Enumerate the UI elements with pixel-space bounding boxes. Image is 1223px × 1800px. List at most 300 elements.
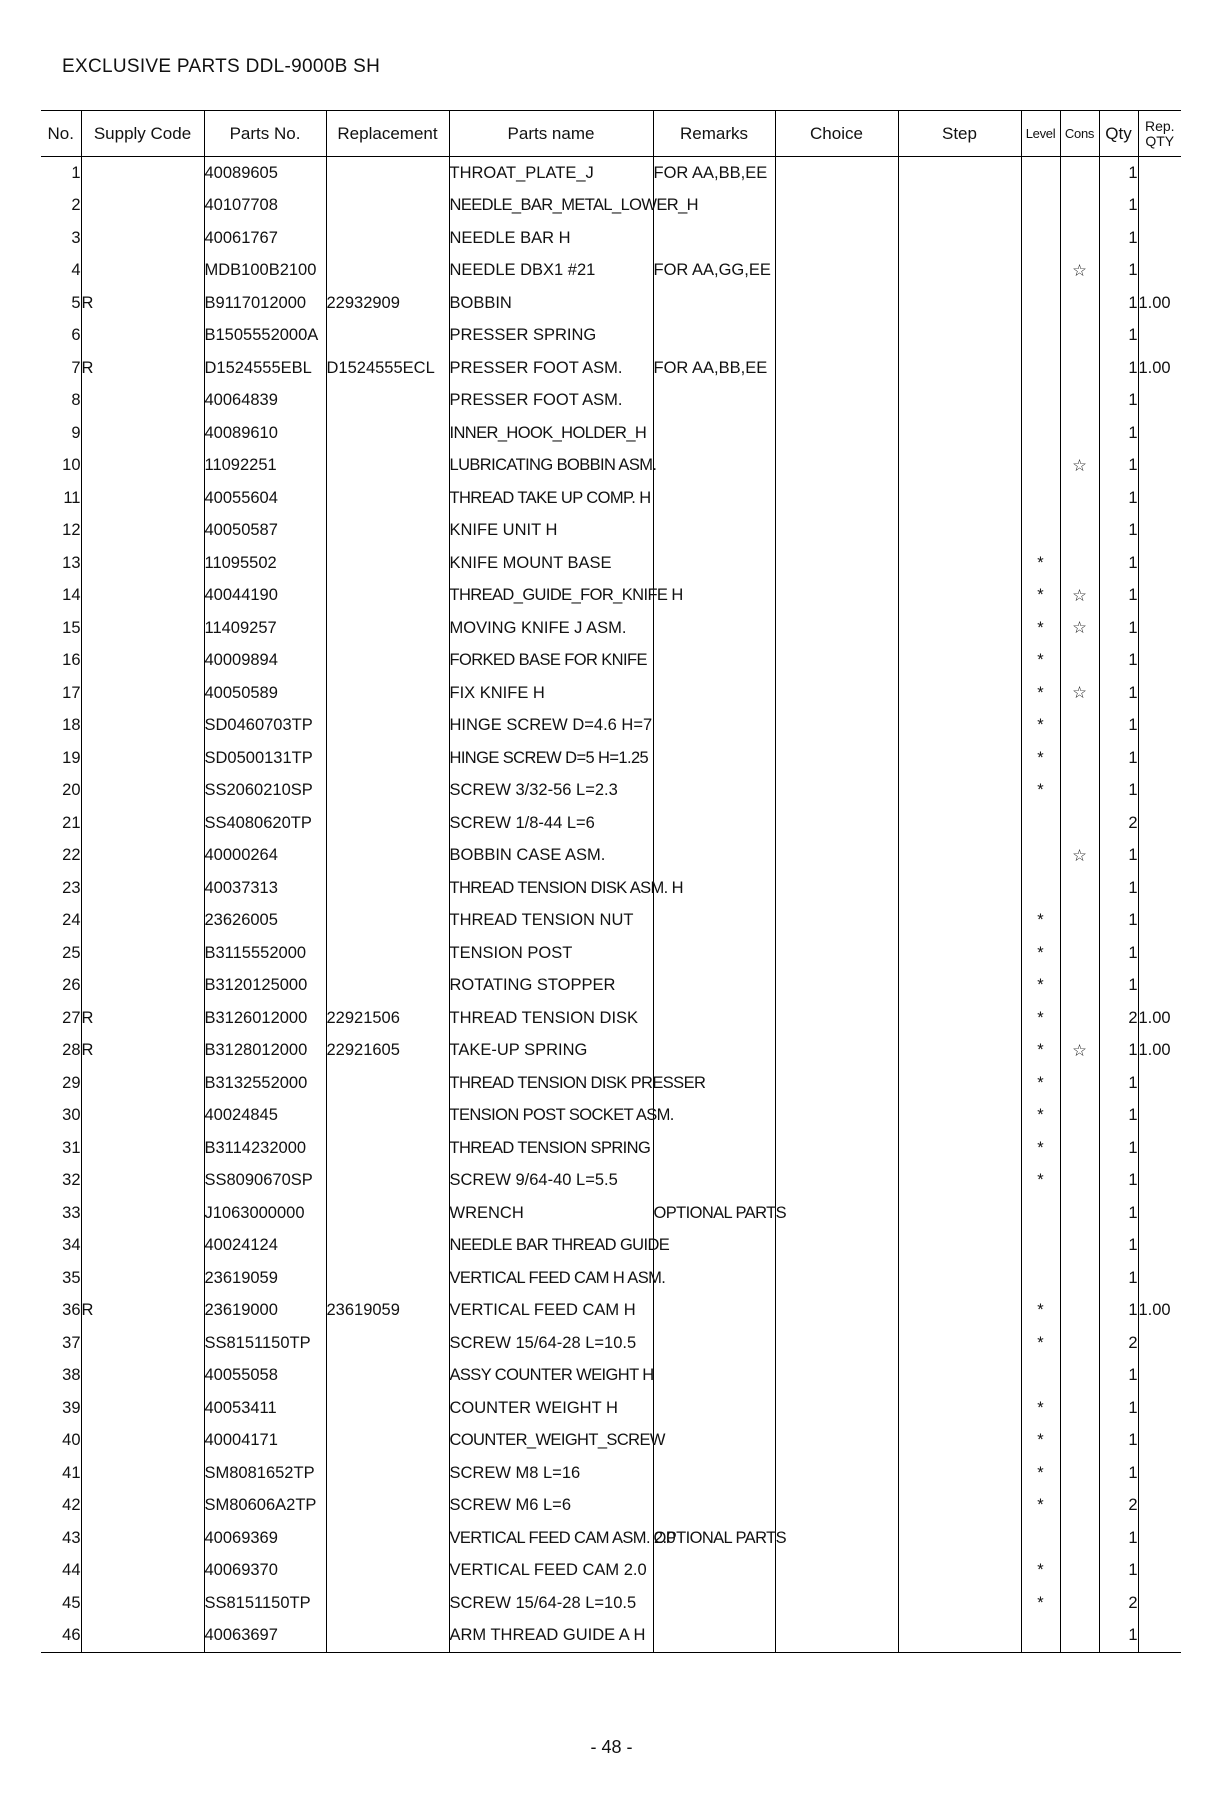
cell-level: * <box>1021 612 1060 645</box>
cell-level <box>1021 417 1060 450</box>
cell-parts-name: INNER_HOOK_HOLDER_H <box>449 417 653 450</box>
cell-rep-qty <box>1138 1490 1181 1523</box>
cell-parts-no: 40004171 <box>204 1425 326 1458</box>
cell-cons: ☆ <box>1060 450 1099 483</box>
cell-rep-qty <box>1138 1555 1181 1588</box>
cell-choice <box>775 1295 898 1328</box>
cell-level: * <box>1021 1425 1060 1458</box>
cell-remarks <box>653 222 775 255</box>
cell-qty: 1 <box>1099 937 1138 970</box>
cell-parts-no: 40037313 <box>204 872 326 905</box>
cell-level <box>1021 872 1060 905</box>
cell-cons <box>1060 515 1099 548</box>
cell-remarks <box>653 1360 775 1393</box>
cell-cons <box>1060 1392 1099 1425</box>
cell-parts-no: 40000264 <box>204 840 326 873</box>
cell-no: 14 <box>41 580 81 613</box>
table-row <box>41 1165 1181 1198</box>
cell-cons <box>1060 1425 1099 1458</box>
cell-replacement <box>326 255 449 288</box>
cell-step <box>898 807 1021 840</box>
cell-parts-name: TENSION POST SOCKET ASM. <box>449 1100 653 1133</box>
header-row <box>41 111 1181 157</box>
cell-level <box>1021 385 1060 418</box>
cell-rep-qty <box>1138 580 1181 613</box>
table-row <box>41 417 1181 450</box>
cell-level: * <box>1021 1392 1060 1425</box>
cell-parts-no: 40089605 <box>204 157 326 190</box>
cell-parts-name: THREAD_GUIDE_FOR_KNIFE H <box>449 580 653 613</box>
header-rep-qty <box>1138 111 1181 157</box>
cell-parts-no: 23619000 <box>204 1295 326 1328</box>
cell-level: * <box>1021 1295 1060 1328</box>
cell-parts-name: THREAD TENSION NUT <box>449 905 653 938</box>
table-row <box>41 1392 1181 1425</box>
cell-no: 17 <box>41 677 81 710</box>
cell-replacement <box>326 872 449 905</box>
cell-parts-name: THREAD TENSION DISK PRESSER <box>449 1067 653 1100</box>
cell-rep-qty <box>1138 1262 1181 1295</box>
cell-replacement <box>326 515 449 548</box>
cell-rep-qty <box>1138 515 1181 548</box>
cell-choice <box>775 1197 898 1230</box>
cell-replacement: 22921506 <box>326 1002 449 1035</box>
cell-choice <box>775 1035 898 1068</box>
table-row <box>41 645 1181 678</box>
cell-rep-qty <box>1138 872 1181 905</box>
cell-cons <box>1060 1132 1099 1165</box>
table-row <box>41 970 1181 1003</box>
table-row <box>41 937 1181 970</box>
cell-remarks <box>653 1425 775 1458</box>
cell-replacement <box>326 1360 449 1393</box>
cell-qty: 1 <box>1099 287 1138 320</box>
cell-no: 10 <box>41 450 81 483</box>
cell-parts-name: PRESSER SPRING <box>449 320 653 353</box>
cell-qty: 1 <box>1099 1457 1138 1490</box>
cell-rep-qty <box>1138 385 1181 418</box>
cell-cons <box>1060 970 1099 1003</box>
cell-step <box>898 1522 1021 1555</box>
cell-level <box>1021 320 1060 353</box>
cell-supply-code <box>81 222 204 255</box>
cell-replacement <box>326 1490 449 1523</box>
cell-remarks <box>653 1295 775 1328</box>
cell-rep-qty <box>1138 450 1181 483</box>
cell-choice <box>775 1620 898 1653</box>
cell-supply-code <box>81 1230 204 1263</box>
cell-no: 21 <box>41 807 81 840</box>
cell-step <box>898 1165 1021 1198</box>
cell-replacement <box>326 970 449 1003</box>
cell-parts-name: SCREW 15/64-28 L=10.5 <box>449 1587 653 1620</box>
cell-parts-no: 40024845 <box>204 1100 326 1133</box>
cell-no: 3 <box>41 222 81 255</box>
cell-no: 38 <box>41 1360 81 1393</box>
cell-level: * <box>1021 547 1060 580</box>
cell-remarks <box>653 547 775 580</box>
cell-supply-code <box>81 970 204 1003</box>
cell-level <box>1021 450 1060 483</box>
cell-replacement <box>326 1392 449 1425</box>
cell-level <box>1021 1230 1060 1263</box>
cell-qty: 2 <box>1099 1587 1138 1620</box>
cell-choice <box>775 742 898 775</box>
cell-supply-code <box>81 1100 204 1133</box>
cell-supply-code <box>81 1197 204 1230</box>
cell-step <box>898 775 1021 808</box>
cell-step <box>898 742 1021 775</box>
cell-parts-name: TAKE-UP SPRING <box>449 1035 653 1068</box>
cell-choice <box>775 970 898 1003</box>
cell-parts-no: 40024124 <box>204 1230 326 1263</box>
cell-no: 31 <box>41 1132 81 1165</box>
cell-qty: 1 <box>1099 710 1138 743</box>
cell-level <box>1021 287 1060 320</box>
cell-parts-no: MDB100B2100 <box>204 255 326 288</box>
cell-step <box>898 1295 1021 1328</box>
cell-remarks <box>653 970 775 1003</box>
table-row <box>41 255 1181 288</box>
cell-no: 41 <box>41 1457 81 1490</box>
cell-remarks <box>653 710 775 743</box>
cell-qty: 1 <box>1099 1230 1138 1263</box>
cell-no: 8 <box>41 385 81 418</box>
cell-parts-no: SS8090670SP <box>204 1165 326 1198</box>
cell-cons <box>1060 190 1099 223</box>
cell-no: 34 <box>41 1230 81 1263</box>
cell-qty: 1 <box>1099 482 1138 515</box>
cell-supply-code <box>81 612 204 645</box>
table-row <box>41 1035 1181 1068</box>
cell-rep-qty <box>1138 937 1181 970</box>
table-row <box>41 1262 1181 1295</box>
cell-no: 9 <box>41 417 81 450</box>
cell-choice <box>775 287 898 320</box>
cell-level <box>1021 1262 1060 1295</box>
table-row <box>41 1620 1181 1653</box>
cell-parts-no: 40063697 <box>204 1620 326 1653</box>
cell-qty: 1 <box>1099 157 1138 190</box>
cell-parts-name: BOBBIN <box>449 287 653 320</box>
cell-parts-name: THREAD TENSION SPRING <box>449 1132 653 1165</box>
cell-parts-name: COUNTER WEIGHT H <box>449 1392 653 1425</box>
cell-choice <box>775 645 898 678</box>
cell-parts-name: VERTICAL FEED CAM H ASM. <box>449 1262 653 1295</box>
cell-parts-name: LUBRICATING BOBBIN ASM. <box>449 450 653 483</box>
cell-parts-no: 40069370 <box>204 1555 326 1588</box>
cell-choice <box>775 320 898 353</box>
cell-cons: ☆ <box>1060 580 1099 613</box>
cell-remarks <box>653 742 775 775</box>
cell-supply-code <box>81 1587 204 1620</box>
cell-remarks <box>653 937 775 970</box>
cell-no: 7 <box>41 352 81 385</box>
cell-parts-name: VERTICAL FEED CAM 2.0 <box>449 1555 653 1588</box>
cell-replacement <box>326 1067 449 1100</box>
cell-qty: 1 <box>1099 580 1138 613</box>
cell-parts-no: 11092251 <box>204 450 326 483</box>
cell-cons <box>1060 417 1099 450</box>
cell-level: * <box>1021 1132 1060 1165</box>
cell-cons <box>1060 807 1099 840</box>
cell-no: 22 <box>41 840 81 873</box>
cell-rep-qty: 1.00 <box>1138 1035 1181 1068</box>
cell-parts-no: D1524555EBL <box>204 352 326 385</box>
cell-qty: 1 <box>1099 1035 1138 1068</box>
cell-cons <box>1060 385 1099 418</box>
cell-qty: 1 <box>1099 1132 1138 1165</box>
cell-qty: 1 <box>1099 1165 1138 1198</box>
cell-choice <box>775 1165 898 1198</box>
page-number: - 48 - <box>590 1737 633 1757</box>
cell-parts-no: SM8081652TP <box>204 1457 326 1490</box>
cell-rep-qty <box>1138 1230 1181 1263</box>
cell-qty: 1 <box>1099 1100 1138 1133</box>
cell-parts-no: B9117012000 <box>204 287 326 320</box>
cell-no: 42 <box>41 1490 81 1523</box>
cell-step <box>898 352 1021 385</box>
cell-cons: ☆ <box>1060 1035 1099 1068</box>
cell-step <box>898 385 1021 418</box>
cell-rep-qty <box>1138 1165 1181 1198</box>
cell-level: * <box>1021 1587 1060 1620</box>
cell-parts-name: SCREW M6 L=6 <box>449 1490 653 1523</box>
cell-parts-name: NEEDLE_BAR_METAL_LOWER_H <box>449 190 653 223</box>
table-row <box>41 1132 1181 1165</box>
cell-supply-code <box>81 1425 204 1458</box>
cell-parts-name: NEEDLE BAR H <box>449 222 653 255</box>
cell-no: 37 <box>41 1327 81 1360</box>
cell-rep-qty <box>1138 612 1181 645</box>
cell-supply-code <box>81 547 204 580</box>
cell-cons <box>1060 1457 1099 1490</box>
cell-remarks <box>653 1392 775 1425</box>
table-row <box>41 222 1181 255</box>
cell-parts-name: SCREW 9/64-40 L=5.5 <box>449 1165 653 1198</box>
cell-step <box>898 1425 1021 1458</box>
cell-parts-name: NEEDLE BAR THREAD GUIDE <box>449 1230 653 1263</box>
cell-supply-code <box>81 417 204 450</box>
cell-parts-no: 40069369 <box>204 1522 326 1555</box>
cell-remarks <box>653 1132 775 1165</box>
cell-cons <box>1060 1522 1099 1555</box>
cell-replacement <box>326 710 449 743</box>
page-title: EXCLUSIVE PARTS DDL-9000B SH <box>62 56 381 77</box>
header-parts-no: Parts No. <box>204 111 326 157</box>
cell-parts-no: SM80606A2TP <box>204 1490 326 1523</box>
cell-step <box>898 1490 1021 1523</box>
cell-cons <box>1060 287 1099 320</box>
header-supply-code: Supply Code <box>81 111 204 157</box>
cell-supply-code <box>81 1165 204 1198</box>
cell-no: 45 <box>41 1587 81 1620</box>
cell-cons <box>1060 710 1099 743</box>
cell-supply-code <box>81 1327 204 1360</box>
cell-no: 1 <box>41 157 81 190</box>
table-row <box>41 775 1181 808</box>
cell-parts-no: 11409257 <box>204 612 326 645</box>
cell-parts-name: SCREW M8 L=16 <box>449 1457 653 1490</box>
cell-replacement <box>326 1327 449 1360</box>
cell-choice <box>775 775 898 808</box>
header-rep-qty-line2: QTY <box>1145 132 1175 149</box>
cell-supply-code <box>81 1490 204 1523</box>
cell-qty: 1 <box>1099 742 1138 775</box>
cell-level: * <box>1021 1327 1060 1360</box>
cell-replacement <box>326 482 449 515</box>
cell-parts-name: PRESSER FOOT ASM. <box>449 352 653 385</box>
cell-parts-name: BOBBIN CASE ASM. <box>449 840 653 873</box>
cell-supply-code: R <box>81 352 204 385</box>
cell-remarks <box>653 1262 775 1295</box>
cell-cons <box>1060 905 1099 938</box>
cell-level: * <box>1021 1035 1060 1068</box>
cell-remarks <box>653 287 775 320</box>
cell-cons <box>1060 645 1099 678</box>
header-replacement: Replacement <box>326 111 449 157</box>
cell-rep-qty: 1.00 <box>1138 287 1181 320</box>
table-row <box>41 1555 1181 1588</box>
cell-no: 33 <box>41 1197 81 1230</box>
cell-level: * <box>1021 937 1060 970</box>
cell-remarks <box>653 1490 775 1523</box>
cell-parts-name: THROAT_PLATE_J <box>449 157 653 190</box>
cell-replacement <box>326 1262 449 1295</box>
cell-rep-qty <box>1138 1327 1181 1360</box>
cell-step <box>898 580 1021 613</box>
cell-qty: 1 <box>1099 547 1138 580</box>
cell-supply-code <box>81 1067 204 1100</box>
cell-cons: ☆ <box>1060 840 1099 873</box>
cell-step <box>898 547 1021 580</box>
cell-qty: 1 <box>1099 612 1138 645</box>
cell-step <box>898 677 1021 710</box>
cell-remarks <box>653 1555 775 1588</box>
table-row <box>41 580 1181 613</box>
cell-parts-name: MOVING KNIFE J ASM. <box>449 612 653 645</box>
cell-no: 16 <box>41 645 81 678</box>
cell-remarks <box>653 1002 775 1035</box>
cell-qty: 1 <box>1099 1392 1138 1425</box>
table-row <box>41 710 1181 743</box>
cell-remarks <box>653 807 775 840</box>
cell-replacement <box>326 937 449 970</box>
cell-no: 39 <box>41 1392 81 1425</box>
cell-replacement: 23619059 <box>326 1295 449 1328</box>
cell-supply-code <box>81 1360 204 1393</box>
cell-replacement <box>326 450 449 483</box>
cell-step <box>898 287 1021 320</box>
header-level: Level <box>1021 111 1060 157</box>
cell-choice <box>775 1425 898 1458</box>
table-row <box>41 1327 1181 1360</box>
cell-rep-qty <box>1138 190 1181 223</box>
cell-supply-code <box>81 482 204 515</box>
cell-qty: 2 <box>1099 1327 1138 1360</box>
cell-replacement <box>326 742 449 775</box>
cell-qty: 1 <box>1099 677 1138 710</box>
cell-choice <box>775 190 898 223</box>
cell-rep-qty <box>1138 1100 1181 1133</box>
cell-rep-qty <box>1138 775 1181 808</box>
cell-step <box>898 157 1021 190</box>
cell-rep-qty <box>1138 970 1181 1003</box>
cell-step <box>898 905 1021 938</box>
cell-supply-code <box>81 840 204 873</box>
cell-remarks <box>653 1457 775 1490</box>
cell-supply-code <box>81 1522 204 1555</box>
cell-supply-code <box>81 1392 204 1425</box>
cell-cons <box>1060 1100 1099 1133</box>
cell-qty: 1 <box>1099 222 1138 255</box>
cell-cons <box>1060 872 1099 905</box>
cell-cons <box>1060 320 1099 353</box>
cell-parts-name: TENSION POST <box>449 937 653 970</box>
cell-level: * <box>1021 1100 1060 1133</box>
cell-rep-qty <box>1138 1620 1181 1653</box>
cell-parts-no: 40064839 <box>204 385 326 418</box>
header-remarks: Remarks <box>653 111 775 157</box>
cell-remarks: FOR AA,BB,EE <box>653 157 775 190</box>
cell-replacement <box>326 1132 449 1165</box>
cell-parts-no: B3115552000 <box>204 937 326 970</box>
cell-remarks <box>653 905 775 938</box>
cell-qty: 1 <box>1099 255 1138 288</box>
cell-no: 46 <box>41 1620 81 1653</box>
table-row <box>41 1522 1181 1555</box>
cell-parts-name: ASSY COUNTER WEIGHT H <box>449 1360 653 1393</box>
cell-parts-no: SS4080620TP <box>204 807 326 840</box>
cell-replacement <box>326 190 449 223</box>
cell-qty: 1 <box>1099 840 1138 873</box>
cell-no: 40 <box>41 1425 81 1458</box>
cell-cons <box>1060 157 1099 190</box>
cell-choice <box>775 677 898 710</box>
cell-level: * <box>1021 710 1060 743</box>
table-row <box>41 1587 1181 1620</box>
cell-level: * <box>1021 1165 1060 1198</box>
cell-choice <box>775 352 898 385</box>
cell-parts-no: 40050587 <box>204 515 326 548</box>
cell-choice <box>775 1490 898 1523</box>
cell-cons: ☆ <box>1060 255 1099 288</box>
cell-remarks <box>653 775 775 808</box>
cell-supply-code <box>81 515 204 548</box>
cell-remarks: FOR AA,BB,EE <box>653 352 775 385</box>
cell-parts-name: THREAD TENSION DISK ASM. H <box>449 872 653 905</box>
cell-no: 20 <box>41 775 81 808</box>
cell-replacement: D1524555ECL <box>326 352 449 385</box>
cell-parts-no: 40061767 <box>204 222 326 255</box>
cell-step <box>898 222 1021 255</box>
cell-parts-no: B3114232000 <box>204 1132 326 1165</box>
cell-choice <box>775 1522 898 1555</box>
cell-supply-code <box>81 385 204 418</box>
cell-cons <box>1060 1620 1099 1653</box>
cell-rep-qty <box>1138 1197 1181 1230</box>
cell-parts-no: 40044190 <box>204 580 326 613</box>
cell-cons <box>1060 742 1099 775</box>
cell-step <box>898 937 1021 970</box>
cell-remarks <box>653 1035 775 1068</box>
cell-rep-qty <box>1138 1360 1181 1393</box>
cell-replacement <box>326 775 449 808</box>
table-row <box>41 1230 1181 1263</box>
cell-level <box>1021 190 1060 223</box>
cell-rep-qty <box>1138 417 1181 450</box>
cell-choice <box>775 580 898 613</box>
